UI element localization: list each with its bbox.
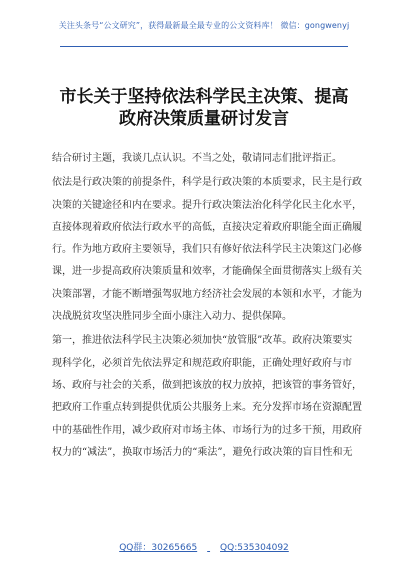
paragraph-main: 依法是行政决策的前提条件，科学是行政决策的本质要求，民主是行政决策的关键途径和内在要求。提升行政决策法治化科学化民主化水平，直接体现着政府依法行政水平的高低，直接决定着政府职能全面正确履行。作为地方政府主要领导，我们只有修好依法科学民主决策这门必修课，进一步提高政府决策质量和效率，才能确保全面贯彻落实上级有关决策部署，才能不断增强驾驭地方经济社会发展的本领和水平，才能为决战脱贫攻坚决胜同步全面小康注入动力、提供保障。 <box>52 177 362 323</box>
title-line-1: 市长关于坚持依法科学民主决策、提高 <box>59 87 349 107</box>
paragraph-point-one: 第一，推进依法科学民主决策必须加快“放管服”改革。政府决策要实现科学化，必须首先依法界定和规范政府职能，正确处理好政府与市场、政府与社会的关系，做到把该放的权力放掉，把该管的事务管好，把政府工作重点转到提供优质公共服务上来。充分发挥市场在资源配置中的基础性作用，减少政府对市场主体、市场行为的过多干预，用政府权力的“减法”，换取市场活力的“乘法”，避免行政决策的盲目性和无 <box>52 335 362 458</box>
document-title <box>40 86 368 130</box>
document-body <box>52 148 362 464</box>
header-note: 关注头条号“公文研究”，获得最新最全最专业的公文资料库！ 微信：gongwenyj <box>58 21 350 30</box>
paragraph-intro: 结合研讨主题，我谈几点认识。不当之处，敬请同志们批评指正。 <box>52 153 342 164</box>
footer-qq: QQ:535304092 <box>220 543 289 553</box>
footer-contact <box>0 540 408 553</box>
footer-qq-group: QQ群：30265665 <box>119 543 198 553</box>
header-divider <box>60 46 348 47</box>
title-line-2: 政府决策质量研讨发言 <box>119 109 289 129</box>
